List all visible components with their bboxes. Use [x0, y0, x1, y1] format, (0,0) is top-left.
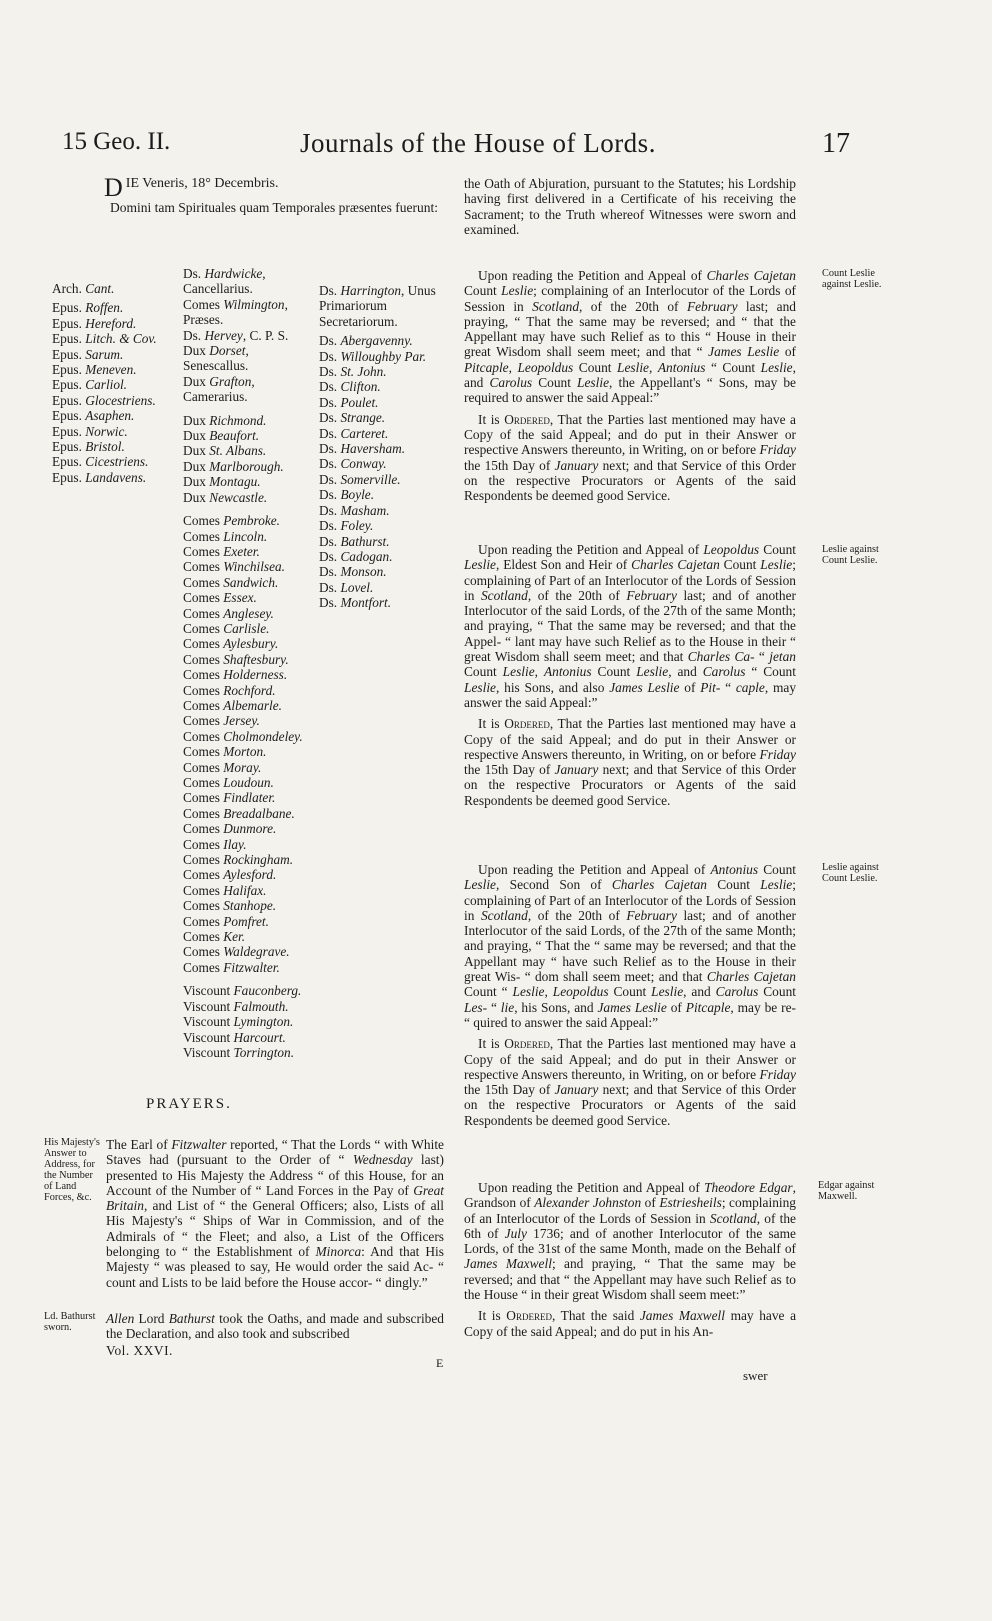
- lord-name: Boyle.: [340, 487, 375, 503]
- lord-name: Ilay.: [223, 836, 247, 852]
- lord-name: Hervey: [204, 327, 243, 343]
- lord-name: Cholmondeley.: [223, 728, 303, 744]
- bishops-list: [52, 281, 157, 485]
- lord-rank: Comes: [183, 882, 224, 898]
- bishop-entry: [52, 300, 157, 315]
- lord-rank: Epus.: [52, 315, 86, 331]
- margin-note-count-leslie: Count Leslie against Leslie.: [822, 268, 882, 290]
- lord-rank: Comes: [183, 543, 224, 559]
- lord-rank: Comes: [183, 574, 224, 590]
- barons-list: [319, 283, 455, 611]
- lord-rank: Comes: [183, 636, 224, 652]
- baron-entry: [319, 487, 455, 502]
- margin-note-edgar: Edgar against Maxwell.: [818, 1180, 875, 1202]
- lord-rank: Ds.: [319, 533, 341, 549]
- bishop-entry: [52, 377, 157, 392]
- prayers-heading: PRAYERS.: [146, 1096, 232, 1112]
- baron-entry: [319, 379, 455, 394]
- lord-name: Lymington.: [233, 1014, 294, 1030]
- lord-rank: Ds.: [319, 471, 341, 487]
- lord-rank: Dux: [183, 428, 210, 444]
- earl-entry: [183, 729, 311, 744]
- lord-rank: Ds.: [183, 327, 205, 343]
- lord-name: Landavens.: [85, 469, 147, 485]
- viscount-entry: [183, 1045, 311, 1060]
- lord-rank: Comes: [183, 728, 224, 744]
- lord-rank: Comes: [183, 713, 224, 729]
- lord-name: Rochford.: [223, 682, 276, 698]
- lord-name: Roffen.: [85, 300, 124, 316]
- duke-entry: [183, 428, 311, 443]
- lord-name: Conway.: [340, 456, 387, 472]
- earl-entry: [183, 821, 311, 836]
- lord-name: Carlisle.: [223, 620, 270, 636]
- lord-rank: Epus.: [52, 377, 86, 393]
- lord-rank: Epus.: [52, 392, 86, 408]
- lord-name: Sarum.: [85, 346, 124, 362]
- bathurst-oath: Allen Lord Bathurst took the Oaths, and made and subscribed the Declaration, and also took and subscribed: [106, 1311, 444, 1342]
- lord-rank: Ds.: [183, 266, 205, 281]
- lord-rank: Ds.: [319, 283, 341, 298]
- baron-entry: [319, 472, 455, 487]
- appeal-antonius: Upon reading the Petition and Appeal of Antonius Count Leslie, Second Son of Charles Cajetan Count Leslie; complaining of Part of an Interlocutor of the Lords of Session in Scotland, of the 20th of February last; and of another Interlocutor of the said Lords, of the 27th of the same Month; and praying, “ That the “ same may be reversed; and that the Appellant may “ have such Relief as to the House in their great Wis- “ dom shall seem meet; and that Charles Cajetan Count “ Leslie, Leopoldus Count Leslie, and Carolus Count Les- “ lie, his Sons, and James Leslie of Pitcaple, may be re- “ quired to answer the said Appeal:” It is Ordered, That the Parties last mentioned may have a Copy of the said Appeal; and do put in their Answer or respective Answers thereunto, in Writing, on or before Friday the 15th Day of January next; and that Service of this Order on the respective Procurators or Agents of the said Respondents be deemed good Service.: [464, 862, 796, 1128]
- lord-name: St. John.: [340, 364, 387, 380]
- bishop-entry: [52, 439, 157, 454]
- lord-name: Moray.: [223, 759, 262, 775]
- lord-rank: Dux: [183, 489, 210, 505]
- lord-rank: Dux: [183, 474, 210, 490]
- lord-rank: Dux: [183, 373, 210, 389]
- lord-name: Shaftesbury.: [223, 651, 289, 667]
- earl-entry: [183, 898, 311, 913]
- lord-name: Cant.: [85, 281, 115, 296]
- date-block: [104, 173, 444, 215]
- earl-entry: [183, 683, 311, 698]
- lord-rank: Comes: [183, 513, 224, 529]
- appeal-edgar: Upon reading the Petition and Appeal of Theodore Edgar, Grandson of Alexander Johnston of Estriesheils; complaining of an Interlocutor of the Lords of Session in Scotland, of the 6th of July 1736; and of another Interlocutor of the same Lords, of the 31st of the same Month, made on the Behalf of James Maxwell; and praying, “ That the same may be reversed; and that “ the Appellant may have such Relief as to the House “ in their great Wisdom shall seem meet:” It is Ordered, That the said James Maxwell may have a Copy of the said Appeal; and do put in his An-: [464, 1180, 797, 1339]
- lord-name: Monson.: [340, 564, 387, 580]
- lord-rank: Ds.: [319, 364, 341, 380]
- fitzwalter-report: The Earl of Fitzwalter reported, “ That the Lords “ with White Staves had (pursuant to the Order of “ Wednesday last) presented to His Majesty the Address “ of this House, for an Account of the Number of “ Land Forces in the Pay of Great Britain, and List of “ the General Officers; also, Lists of all His Majesty's “ Ships of War in Commission, and of the Admirals of “ the Fleet; and also, a List of the Officers belonging to “ the Establishment of Minorca: And that His Majesty “ was pleased to say, He would order the said Ac- “ count and Lists to be laid before the House accor- “ dingly.”: [106, 1137, 444, 1290]
- lord-name: Beaufort.: [209, 428, 260, 444]
- lord-rank: Viscount: [183, 983, 234, 999]
- baron-entry: [319, 518, 455, 533]
- appeal-leopoldus: Upon reading the Petition and Appeal of Leopoldus Count Leslie, Eldest Son and Heir of Charles Cajetan Count Leslie; complaining of Part of an Interlocutor of the Lords of Session in Scotland, of the 20th of February last; and of another Interlocutor of the said Lords, of the 27th of the same Month; and praying, “ That the same may be reversed; and that the Appel- “ lant may have such Relief as to the House in their “ great Wisdom shall seem meet; and that Charles Ca- “ jetan Count Leslie, Antonius Count Leslie, and Carolus “ Count Leslie, his Sons, and also James Leslie of Pit- “ caple, may answer the said Appeal:” It is Ordered, That the Parties last mentioned may have a Copy of the said Appeal; and do put in their Answer or respective Answers thereunto, in Writing, on or before Friday the 15th Day of January next; and that Service of this Order on the respective Procurators or Agents of the said Respondents be deemed good Service.: [464, 542, 797, 808]
- earl-entry: [183, 544, 311, 559]
- lord-name: Pomfret.: [223, 913, 269, 929]
- earl-entry: [183, 698, 311, 713]
- lord-name: Carliol.: [85, 377, 127, 393]
- lord-name: Haversham.: [340, 441, 406, 457]
- lord-name: Somerville.: [340, 471, 401, 487]
- lord-name: Morton.: [223, 744, 267, 760]
- lord-rank: Comes: [183, 790, 224, 806]
- viscount-entry: [183, 1030, 311, 1045]
- lord-name: Poulet.: [340, 394, 379, 410]
- appeal-count-leslie: Upon reading the Petition and Appeal of Charles Cajetan Count Leslie; complaining of an Interlocutor of the Lords of Session in Scotland, of the 20th of February last; and praying, “ That the same may be reversed; and “ that the Appellant may have such Relief as to this “ House in their great Wisdom shall seem meet; and that “ James Leslie of Pitcaple, Leopoldus Count Leslie, Antonius “ Count Leslie, and Carolus Count Leslie, the Appellant's “ Sons, may be required to answer the said Appeal:” It is Ordered, That the Parties last mentioned may have a Copy of the said Appeal; and do put in their Answer or respective Answers thereunto, in Writing, on or before Friday the 15th Day of January next; and that Service of this Order on the respective Procurators or Agents of the said Respondents be deemed good Service.: [464, 268, 797, 504]
- lord-rank: Comes: [183, 651, 224, 667]
- bishop-entry: [52, 316, 157, 331]
- lord-name: Findlater.: [223, 790, 276, 806]
- baron-entry: [319, 349, 455, 364]
- lord-rank: Comes: [183, 296, 224, 312]
- lord-name: Dorset: [209, 343, 246, 359]
- lord-rank: Epus.: [52, 454, 86, 470]
- lord-rank: Comes: [183, 682, 224, 698]
- lord-name: Stanhope.: [223, 898, 277, 914]
- earl-entry: [183, 883, 311, 898]
- earl-entry: [183, 513, 311, 528]
- lord-name: Carteret.: [340, 425, 389, 441]
- lord-rank: Comes: [183, 744, 224, 760]
- lord-rank: Epus.: [52, 331, 86, 347]
- lord-name: Fauconberg.: [233, 983, 302, 999]
- margin-note-forces: His Majesty's Answer to Address, for the Number of Land Forces, &c.: [44, 1137, 100, 1203]
- officer-entry: [183, 266, 311, 297]
- lord-rank: Viscount: [183, 1029, 234, 1045]
- baron-entry: [319, 549, 455, 564]
- officer-entry: [183, 374, 311, 405]
- lord-name: Asaphen.: [85, 408, 135, 424]
- lord-rank: Comes: [183, 944, 224, 960]
- lord-rank: Ds.: [319, 518, 341, 534]
- earl-entry: [183, 667, 311, 682]
- lord-name: Aylesbury.: [223, 636, 279, 652]
- page-number: 17: [822, 128, 850, 159]
- lord-rank: Epus.: [52, 300, 86, 316]
- lord-rank: Epus.: [52, 423, 86, 439]
- margin-note-bathurst: Ld. Bathurst sworn.: [44, 1311, 96, 1333]
- lord-rank: Ds.: [319, 487, 341, 503]
- lord-name: Winchilsea.: [223, 559, 285, 575]
- baron-entry: [319, 364, 455, 379]
- bishop-entry: [52, 470, 157, 485]
- earl-entry: [183, 529, 311, 544]
- baron-entry: [319, 456, 455, 471]
- lord-rank: Ds.: [319, 502, 341, 518]
- lord-rank: Epus.: [52, 362, 86, 378]
- lord-rank: Epus.: [52, 346, 86, 362]
- viscount-entry: [183, 1014, 311, 1029]
- earl-entry: [183, 944, 311, 959]
- margin-note-leslie-2: Leslie against Count Leslie.: [822, 862, 879, 884]
- lord-name: Litch. & Cov.: [85, 331, 157, 347]
- lord-name: Holderness.: [223, 667, 288, 683]
- lord-rank: Epus.: [52, 408, 86, 424]
- lord-name: Pembroke.: [223, 513, 280, 529]
- duke-entry: [183, 443, 311, 458]
- officer-entry: [183, 328, 311, 343]
- lord-rank: Ds.: [319, 456, 341, 472]
- volume-number: Vol. XXVI.: [106, 1343, 173, 1358]
- earl-entry: [183, 837, 311, 852]
- lord-rank: Comes: [183, 821, 224, 837]
- lord-rank: Ds.: [319, 564, 341, 580]
- earl-entry: [183, 621, 311, 636]
- lord-name: Ker.: [223, 929, 246, 945]
- lord-rank: Ds.: [319, 425, 341, 441]
- lord-office: , Senescallus.: [183, 343, 249, 374]
- earl-entry: [183, 806, 311, 821]
- lord-name: Norwic.: [85, 423, 128, 439]
- drop-cap: D: [104, 173, 123, 202]
- lord-rank: Epus.: [52, 469, 86, 485]
- lord-rank: Comes: [183, 959, 224, 975]
- earl-entry: [183, 606, 311, 621]
- lord-rank: Comes: [183, 836, 224, 852]
- lord-rank: Comes: [183, 898, 224, 914]
- lord-name: Willoughby Par.: [340, 348, 427, 364]
- lord-name: Lincoln.: [223, 528, 268, 544]
- lords-temporal-list: [183, 266, 311, 1060]
- lord-rank: Comes: [183, 805, 224, 821]
- catchword: swer: [743, 1368, 768, 1383]
- lord-name: Clifton.: [340, 379, 381, 395]
- lord-rank: Comes: [183, 867, 224, 883]
- lord-name: Anglesey.: [223, 605, 274, 621]
- lord-rank: Comes: [183, 605, 224, 621]
- lord-rank: Comes: [183, 590, 224, 606]
- earl-entry: [183, 775, 311, 790]
- lord-name: Albemarle.: [223, 697, 282, 713]
- lord-name: Waldegrave.: [223, 944, 290, 960]
- lord-name: St. Albans.: [209, 443, 267, 459]
- baron-entry: [319, 564, 455, 579]
- lord-name: Rockingham.: [223, 852, 294, 868]
- earl-entry: [183, 559, 311, 574]
- lord-name: Harrington: [340, 283, 402, 298]
- lord-office: , C. P. S.: [242, 327, 289, 343]
- lord-rank: Dux: [183, 458, 210, 474]
- earl-entry: [183, 960, 311, 975]
- baron-entry: [319, 580, 455, 595]
- lord-name: Newcastle.: [209, 489, 268, 505]
- baron-entry: [319, 426, 455, 441]
- lord-office: , Cancellarius.: [183, 266, 266, 297]
- bishop-entry: [52, 454, 157, 469]
- lord-rank: Comes: [183, 913, 224, 929]
- lord-rank: Comes: [183, 528, 224, 544]
- lord-rank: Dux: [183, 343, 210, 359]
- signature-mark: E: [436, 1356, 444, 1370]
- lord-name: Aylesford.: [223, 867, 277, 883]
- lord-name: Bristol.: [85, 439, 125, 455]
- lord-name: Montfort.: [340, 595, 392, 611]
- lord-name: Jersey.: [223, 713, 260, 729]
- lord-name: Glocestriens.: [85, 392, 156, 408]
- bishop-entry: [52, 393, 157, 408]
- regnal-year: 15 Geo. II.: [62, 128, 171, 155]
- lord-rank: Dux: [183, 443, 210, 459]
- abjuration-paragraph: the Oath of Abjuration, pursuant to the Statutes; his Lordship having first delivered in a Certificate of his receiving the Sacrament; to the Truth whereof Witnesses were sworn and examined.: [464, 176, 796, 237]
- duke-entry: [183, 474, 311, 489]
- lord-office: , Præses.: [183, 296, 288, 328]
- lord-rank: Ds.: [319, 548, 341, 564]
- lord-rank: Comes: [183, 759, 224, 775]
- baron-entry: [319, 395, 455, 410]
- page-header: [0, 128, 992, 168]
- lord-rank: Ds.: [319, 595, 341, 611]
- lord-name: Montagu.: [209, 474, 261, 490]
- lord-office: , Unus Primariorum Secretariorum.: [319, 283, 436, 329]
- duke-entry: [183, 459, 311, 474]
- lord-rank: Ds.: [319, 333, 341, 349]
- lord-rank: Ds.: [319, 579, 341, 595]
- lord-rank: Comes: [183, 697, 224, 713]
- lord-name: Falmouth.: [233, 998, 289, 1014]
- lord-name: Meneven.: [85, 362, 137, 378]
- lord-name: Harcourt.: [233, 1029, 286, 1045]
- lord-name: Halifax.: [223, 882, 267, 898]
- earl-entry: [183, 867, 311, 882]
- lord-name: Grafton: [209, 373, 252, 389]
- lord-name: Cadogan.: [340, 548, 393, 564]
- lord-rank: Dux: [183, 412, 210, 428]
- duke-entry: [183, 413, 311, 428]
- baron-entry: [319, 410, 455, 425]
- earl-entry: [183, 590, 311, 605]
- lord-name: Strange.: [340, 410, 386, 426]
- sitting-date: [104, 173, 444, 202]
- lord-name: Dunmore.: [223, 821, 277, 837]
- bishop-entry: [52, 331, 157, 346]
- earl-entry: [183, 790, 311, 805]
- earl-entry: [183, 760, 311, 775]
- bishop-entry: [52, 424, 157, 439]
- bishop-entry: [52, 347, 157, 362]
- lord-rank: Arch.: [52, 281, 86, 296]
- bishop-entry: [52, 281, 157, 296]
- lord-name: Foley.: [340, 518, 374, 534]
- earl-entry: [183, 713, 311, 728]
- lord-name: Marlborough.: [209, 458, 284, 474]
- lord-name: Loudoun.: [223, 775, 274, 790]
- baron-entry: [319, 503, 455, 518]
- lord-rank: Viscount: [183, 998, 234, 1014]
- lord-name: Hardwicke: [204, 266, 263, 281]
- lord-rank: Ds.: [319, 394, 341, 410]
- duke-entry: [183, 490, 311, 505]
- officer-entry: [183, 297, 311, 328]
- lord-rank: Ds.: [319, 410, 341, 426]
- lord-rank: Ds.: [319, 379, 341, 395]
- earl-entry: [183, 929, 311, 944]
- lord-rank: Comes: [183, 667, 224, 683]
- bishop-entry: [52, 408, 157, 423]
- baron-entry: [319, 333, 455, 348]
- earl-entry: [183, 652, 311, 667]
- lord-name: Masham.: [340, 502, 390, 518]
- baron-entry: [319, 534, 455, 549]
- lord-name: Breadalbane.: [223, 805, 295, 821]
- date-text: IE Veneris, 18° Decembris.: [125, 176, 279, 191]
- journal-title: Journals of the House of Lords.: [300, 128, 656, 158]
- lord-name: Hereford.: [85, 315, 137, 331]
- domini-heading: Domini tam Spirituales quam Temporales præsentes fuerunt:: [110, 200, 438, 215]
- earl-entry: [183, 575, 311, 590]
- lord-name: Sandwich.: [223, 574, 279, 590]
- baron-entry: [319, 595, 455, 610]
- earl-entry: [183, 914, 311, 929]
- earl-entry: [183, 744, 311, 759]
- lord-rank: Ds.: [319, 441, 341, 457]
- officer-entry: [183, 343, 311, 374]
- lord-rank: Comes: [183, 852, 224, 868]
- lord-rank: Ds.: [319, 348, 341, 364]
- lord-office: , Camerarius.: [183, 373, 255, 405]
- secretary-entry: [319, 283, 455, 329]
- viscount-entry: [183, 999, 311, 1014]
- baron-entry: [319, 441, 455, 456]
- lord-rank: Comes: [183, 775, 224, 790]
- lord-name: Fitzwalter.: [223, 959, 280, 975]
- lord-name: Wilmington: [223, 296, 285, 312]
- lord-name: Abergavenny.: [340, 333, 413, 349]
- lord-name: Essex.: [223, 590, 257, 606]
- lord-name: Cicestriens.: [85, 454, 149, 470]
- lord-rank: Viscount: [183, 1014, 234, 1030]
- lord-name: Bathurst.: [340, 533, 390, 549]
- earl-entry: [183, 852, 311, 867]
- lord-name: Lovel.: [340, 579, 374, 595]
- lord-rank: Viscount: [183, 1044, 234, 1060]
- lord-name: Exeter.: [223, 543, 260, 559]
- lord-rank: Epus.: [52, 439, 86, 455]
- lord-rank: Comes: [183, 620, 224, 636]
- lord-name: Torrington.: [233, 1044, 295, 1060]
- viscount-entry: [183, 983, 311, 998]
- lord-name: Richmond.: [209, 412, 267, 428]
- earl-entry: [183, 636, 311, 651]
- bishop-entry: [52, 362, 157, 377]
- lord-rank: Comes: [183, 929, 224, 945]
- margin-note-leslie-1: Leslie against Count Leslie.: [822, 544, 879, 566]
- lord-rank: Comes: [183, 559, 224, 575]
